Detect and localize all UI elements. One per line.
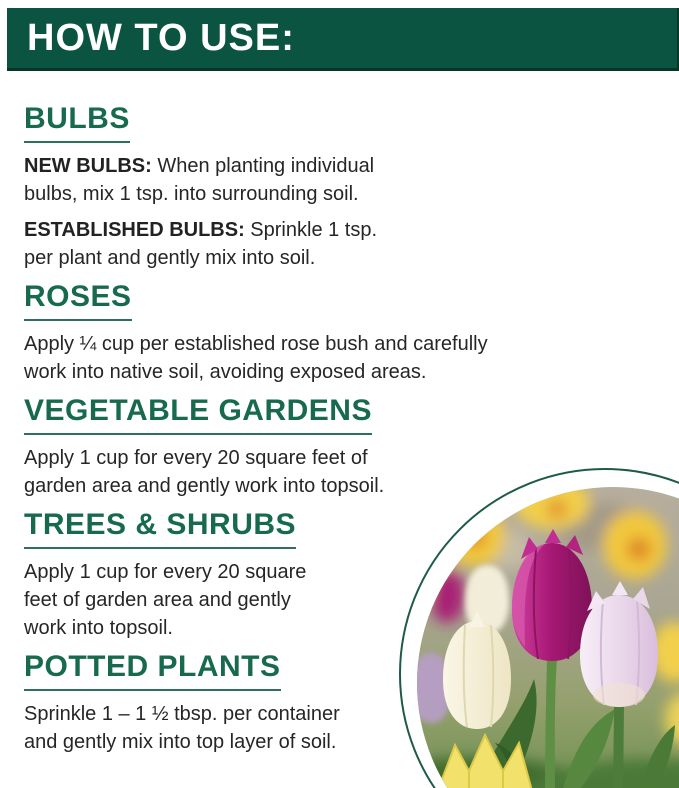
text-line: Sprinkle 1 – 1 ½ tbsp. per container <box>24 703 340 725</box>
text-line: per plant and gently mix into soil. <box>24 247 316 269</box>
section-heading-roses: ROSES <box>24 280 132 321</box>
paragraph-lead: NEW BULBS: <box>24 155 152 177</box>
text-line: work into topsoil. <box>24 617 173 639</box>
pink-tulip-stem <box>613 705 624 788</box>
text-line: Apply ¼ cup per established rose bush and carefully <box>24 333 488 355</box>
usage-paragraph <box>24 216 664 272</box>
paragraph-lead: ESTABLISHED BULBS: <box>24 219 245 241</box>
text-line: work into native soil, avoiding exposed areas. <box>24 361 427 383</box>
text-line: Apply 1 cup for every 20 square <box>24 561 307 583</box>
banner-title: HOW TO USE: <box>27 16 295 59</box>
line-text: Sprinkle 1 tsp. <box>244 219 378 241</box>
section-heading-vegetable-gardens: VEGETABLE GARDENS <box>24 394 372 435</box>
text-line: and gently mix into top layer of soil. <box>24 731 337 753</box>
usage-paragraph <box>24 152 664 208</box>
text-line <box>24 216 664 244</box>
text-line: Apply 1 cup for every 20 square feet of <box>24 447 368 469</box>
text-line: garden area and gently work into topsoil. <box>24 475 385 497</box>
section-heading-potted-plants: POTTED PLANTS <box>24 650 281 691</box>
section-bulbs <box>24 102 664 272</box>
how-to-use-banner <box>7 8 679 71</box>
section-heading-bulbs: BULBS <box>24 102 130 143</box>
usage-paragraph <box>24 330 664 386</box>
text-line: feet of garden area and gently <box>24 589 291 611</box>
section-roses <box>24 280 664 386</box>
text-line: bulbs, mix 1 tsp. into surrounding soil. <box>24 183 359 205</box>
section-heading-trees-shrubs: TREES & SHRUBS <box>24 508 296 549</box>
text-line <box>24 152 664 180</box>
line-text: When planting individual <box>151 155 375 177</box>
